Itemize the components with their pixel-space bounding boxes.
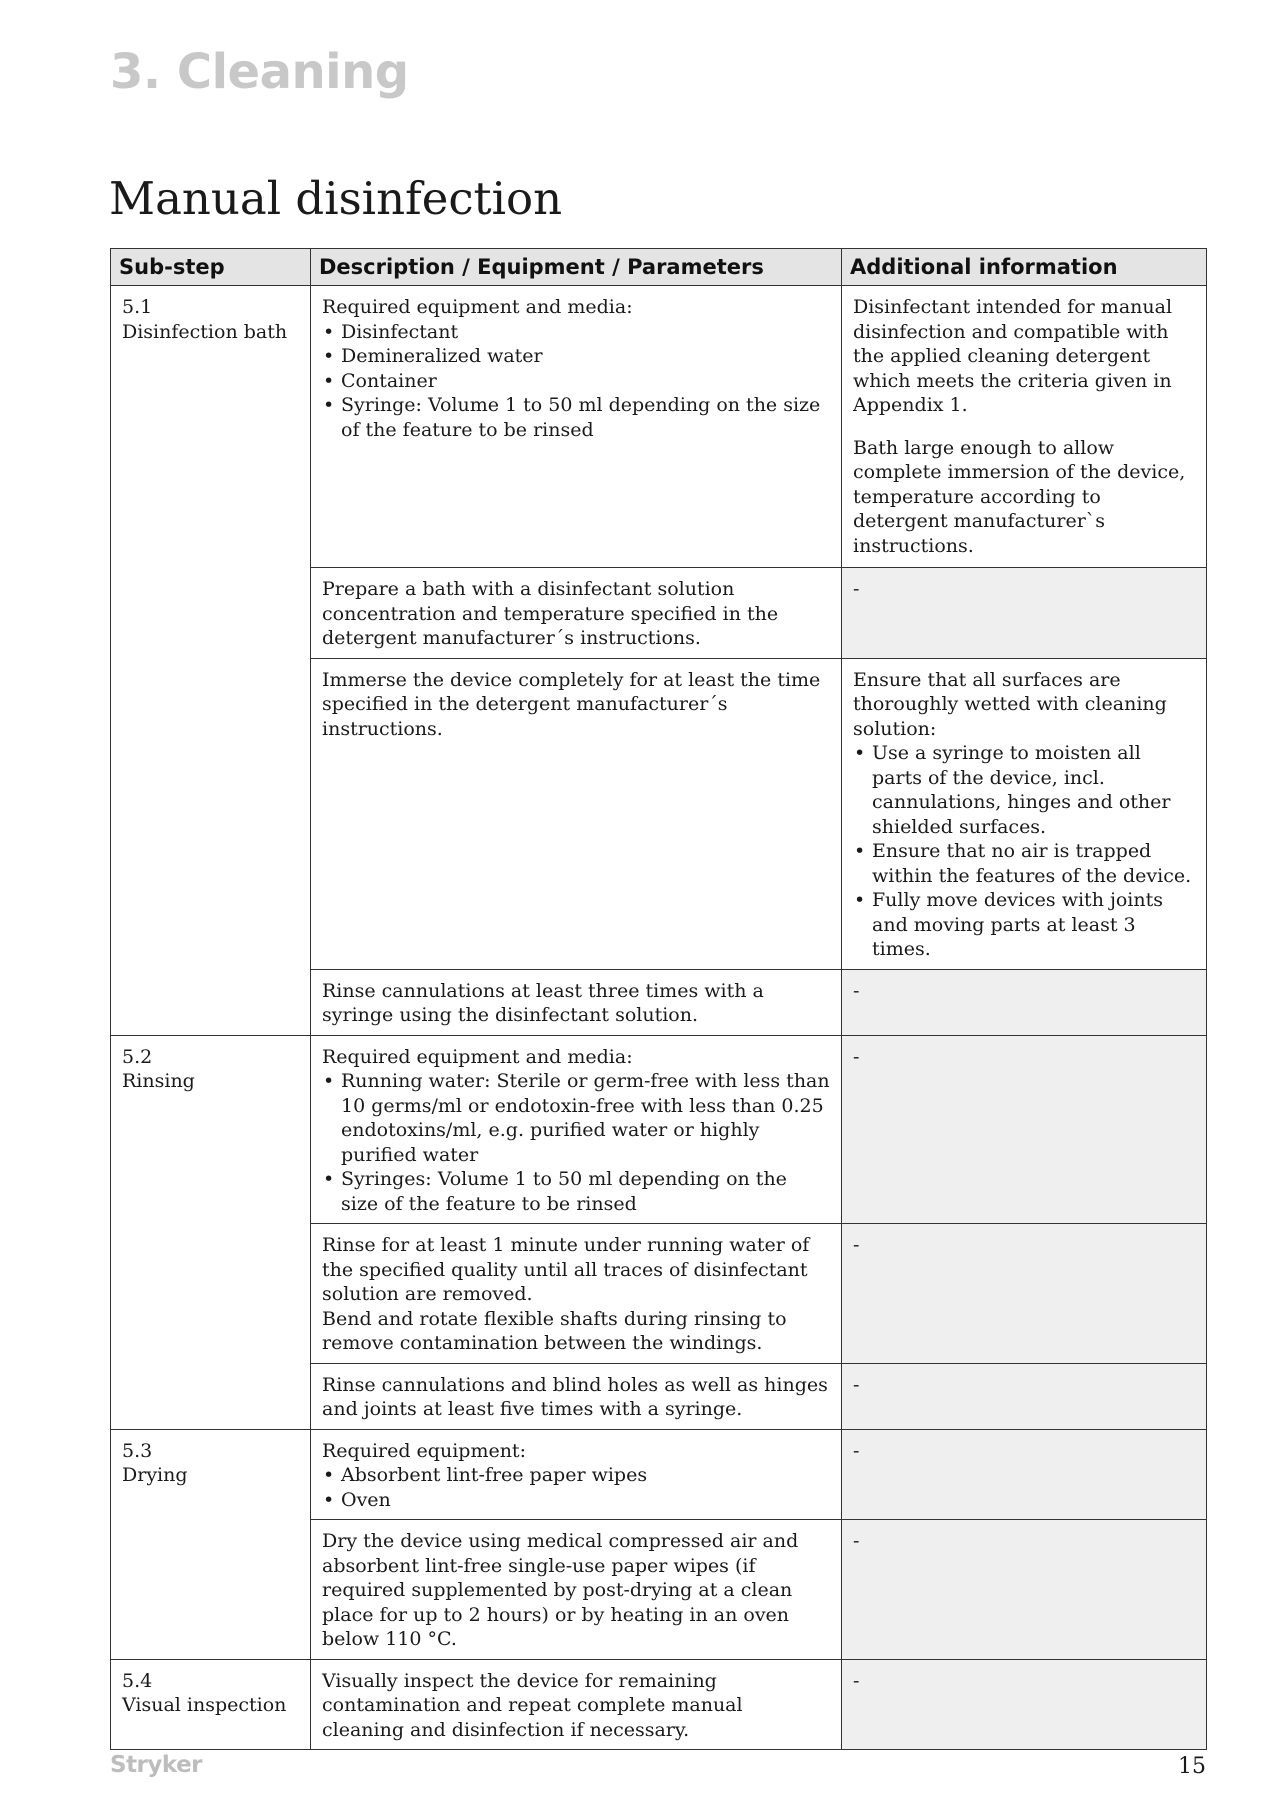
info-cell: - (842, 1224, 1207, 1364)
header-sub-step: Sub-step (111, 249, 311, 286)
table-row (111, 286, 1207, 568)
info-bullet-list (853, 741, 1195, 962)
description-cell (311, 1429, 842, 1520)
disinfection-steps-table (110, 248, 1207, 1750)
table-row (111, 1659, 1207, 1750)
description-line: Rinse for at least 1 minute under running water of the specified quality until all traces of disinfectant solution are removed. (322, 1234, 810, 1305)
list-item: • Fully move devices with joints and moving parts at least 3 times. (853, 888, 1195, 962)
list-item: • Use a syringe to moisten all parts of the device, incl. cannulations, hinges and other shielded surfaces. (853, 741, 1195, 839)
substep-number: 5.3 (122, 1439, 153, 1462)
info-cell (842, 286, 1207, 568)
substep-cell (111, 1035, 311, 1429)
description-intro: Required equipment and media: (322, 296, 633, 318)
list-item: • Ensure that no air is trapped within the features of the device. (853, 839, 1195, 888)
description-cell: Visually inspect the device for remaining contamination and repeat complete manual cleaning and disinfection if necessary. (311, 1659, 842, 1750)
list-item: • Demineralized water (322, 344, 830, 369)
substep-number: 5.1 (122, 296, 153, 318)
chapter-title: 3. Cleaning (110, 44, 409, 100)
description-cell (311, 1224, 842, 1364)
info-cell: - (842, 1659, 1207, 1750)
substep-name: Disinfection bath (122, 320, 288, 343)
stryker-logo: Stryker (110, 1752, 203, 1778)
info-cell: - (842, 568, 1207, 659)
description-line: Bend and rotate flexible shafts during rinsing to remove contamination between the windings. (322, 1307, 787, 1354)
substep-name: Visual inspection (122, 1694, 287, 1716)
description-intro: Required equipment and media: (322, 1045, 633, 1068)
info-cell: - (842, 1429, 1207, 1520)
list-item: • Disinfectant (322, 320, 830, 345)
list-item: • Syringe: Volume 1 to 50 ml depending on the size of the feature to be rinsed (322, 393, 830, 442)
description-cell: Rinse cannulations at least three times with a syringe using the disinfectant solution. (311, 969, 842, 1035)
list-item: • Absorbent lint-free paper wipes (322, 1463, 830, 1488)
header-additional-info: Additional information (842, 249, 1207, 286)
info-paragraph: Disinfectant intended for manual disinfection and compatible with the applied cleaning detergent which meets the criteria given in Appendix 1. (853, 296, 1173, 416)
info-paragraph: Bath large enough to allow complete immersion of the device, temperature according to detergent manufacturer`s instructions. (853, 436, 1186, 557)
table-row (111, 1429, 1207, 1520)
info-intro: Ensure that all surfaces are thoroughly wetted with cleaning solution: (853, 668, 1167, 740)
substep-number: 5.4 (122, 1669, 153, 1692)
description-bullet-list (322, 1463, 830, 1512)
header-description: Description / Equipment / Parameters (311, 249, 842, 286)
info-cell: - (842, 969, 1207, 1035)
page-number: 15 (1178, 1754, 1206, 1779)
list-item: • Running water: Sterile or germ-free with less than 10 germs/ml or endotoxin-free with less than 0.25 endotoxins/ml, e.g. purified water or highly purified water (322, 1069, 830, 1167)
substep-name: Rinsing (122, 1070, 195, 1092)
table-header-row (111, 249, 1207, 286)
description-cell (311, 286, 842, 568)
info-cell: - (842, 1363, 1207, 1429)
substep-number: 5.2 (122, 1045, 153, 1068)
list-item: • Syringes: Volume 1 to 50 ml depending on the size of the feature to be rinsed (322, 1167, 830, 1216)
list-item: • Oven (322, 1488, 830, 1513)
substep-cell (111, 1429, 311, 1659)
info-cell: - (842, 1035, 1207, 1224)
description-bullet-list (322, 1069, 830, 1216)
description-cell: Immerse the device completely for at least the time specified in the detergent manufacturer´s instructions. (311, 658, 842, 969)
description-bullet-list (322, 320, 830, 443)
table-row (111, 1035, 1207, 1224)
description-cell: Rinse cannulations and blind holes as well as hinges and joints at least five times with a syringe. (311, 1363, 842, 1429)
section-title: Manual disinfection (109, 172, 563, 225)
description-cell: Prepare a bath with a disinfectant solution concentration and temperature specified in the detergent manufacturer´s instructions. (311, 568, 842, 659)
list-item: • Container (322, 369, 830, 394)
description-cell: Dry the device using medical compressed air and absorbent lint-free single-use paper wipes (if required supplemented by post-drying at a clean place for up to 2 hours) or by heating in an oven below 110 °C. (311, 1520, 842, 1660)
substep-name: Drying (122, 1464, 188, 1486)
description-cell (311, 1035, 842, 1224)
substep-cell (111, 1659, 311, 1750)
description-intro: Required equipment: (322, 1439, 526, 1462)
info-cell: - (842, 1520, 1207, 1660)
info-cell (842, 658, 1207, 969)
substep-cell (111, 286, 311, 1036)
